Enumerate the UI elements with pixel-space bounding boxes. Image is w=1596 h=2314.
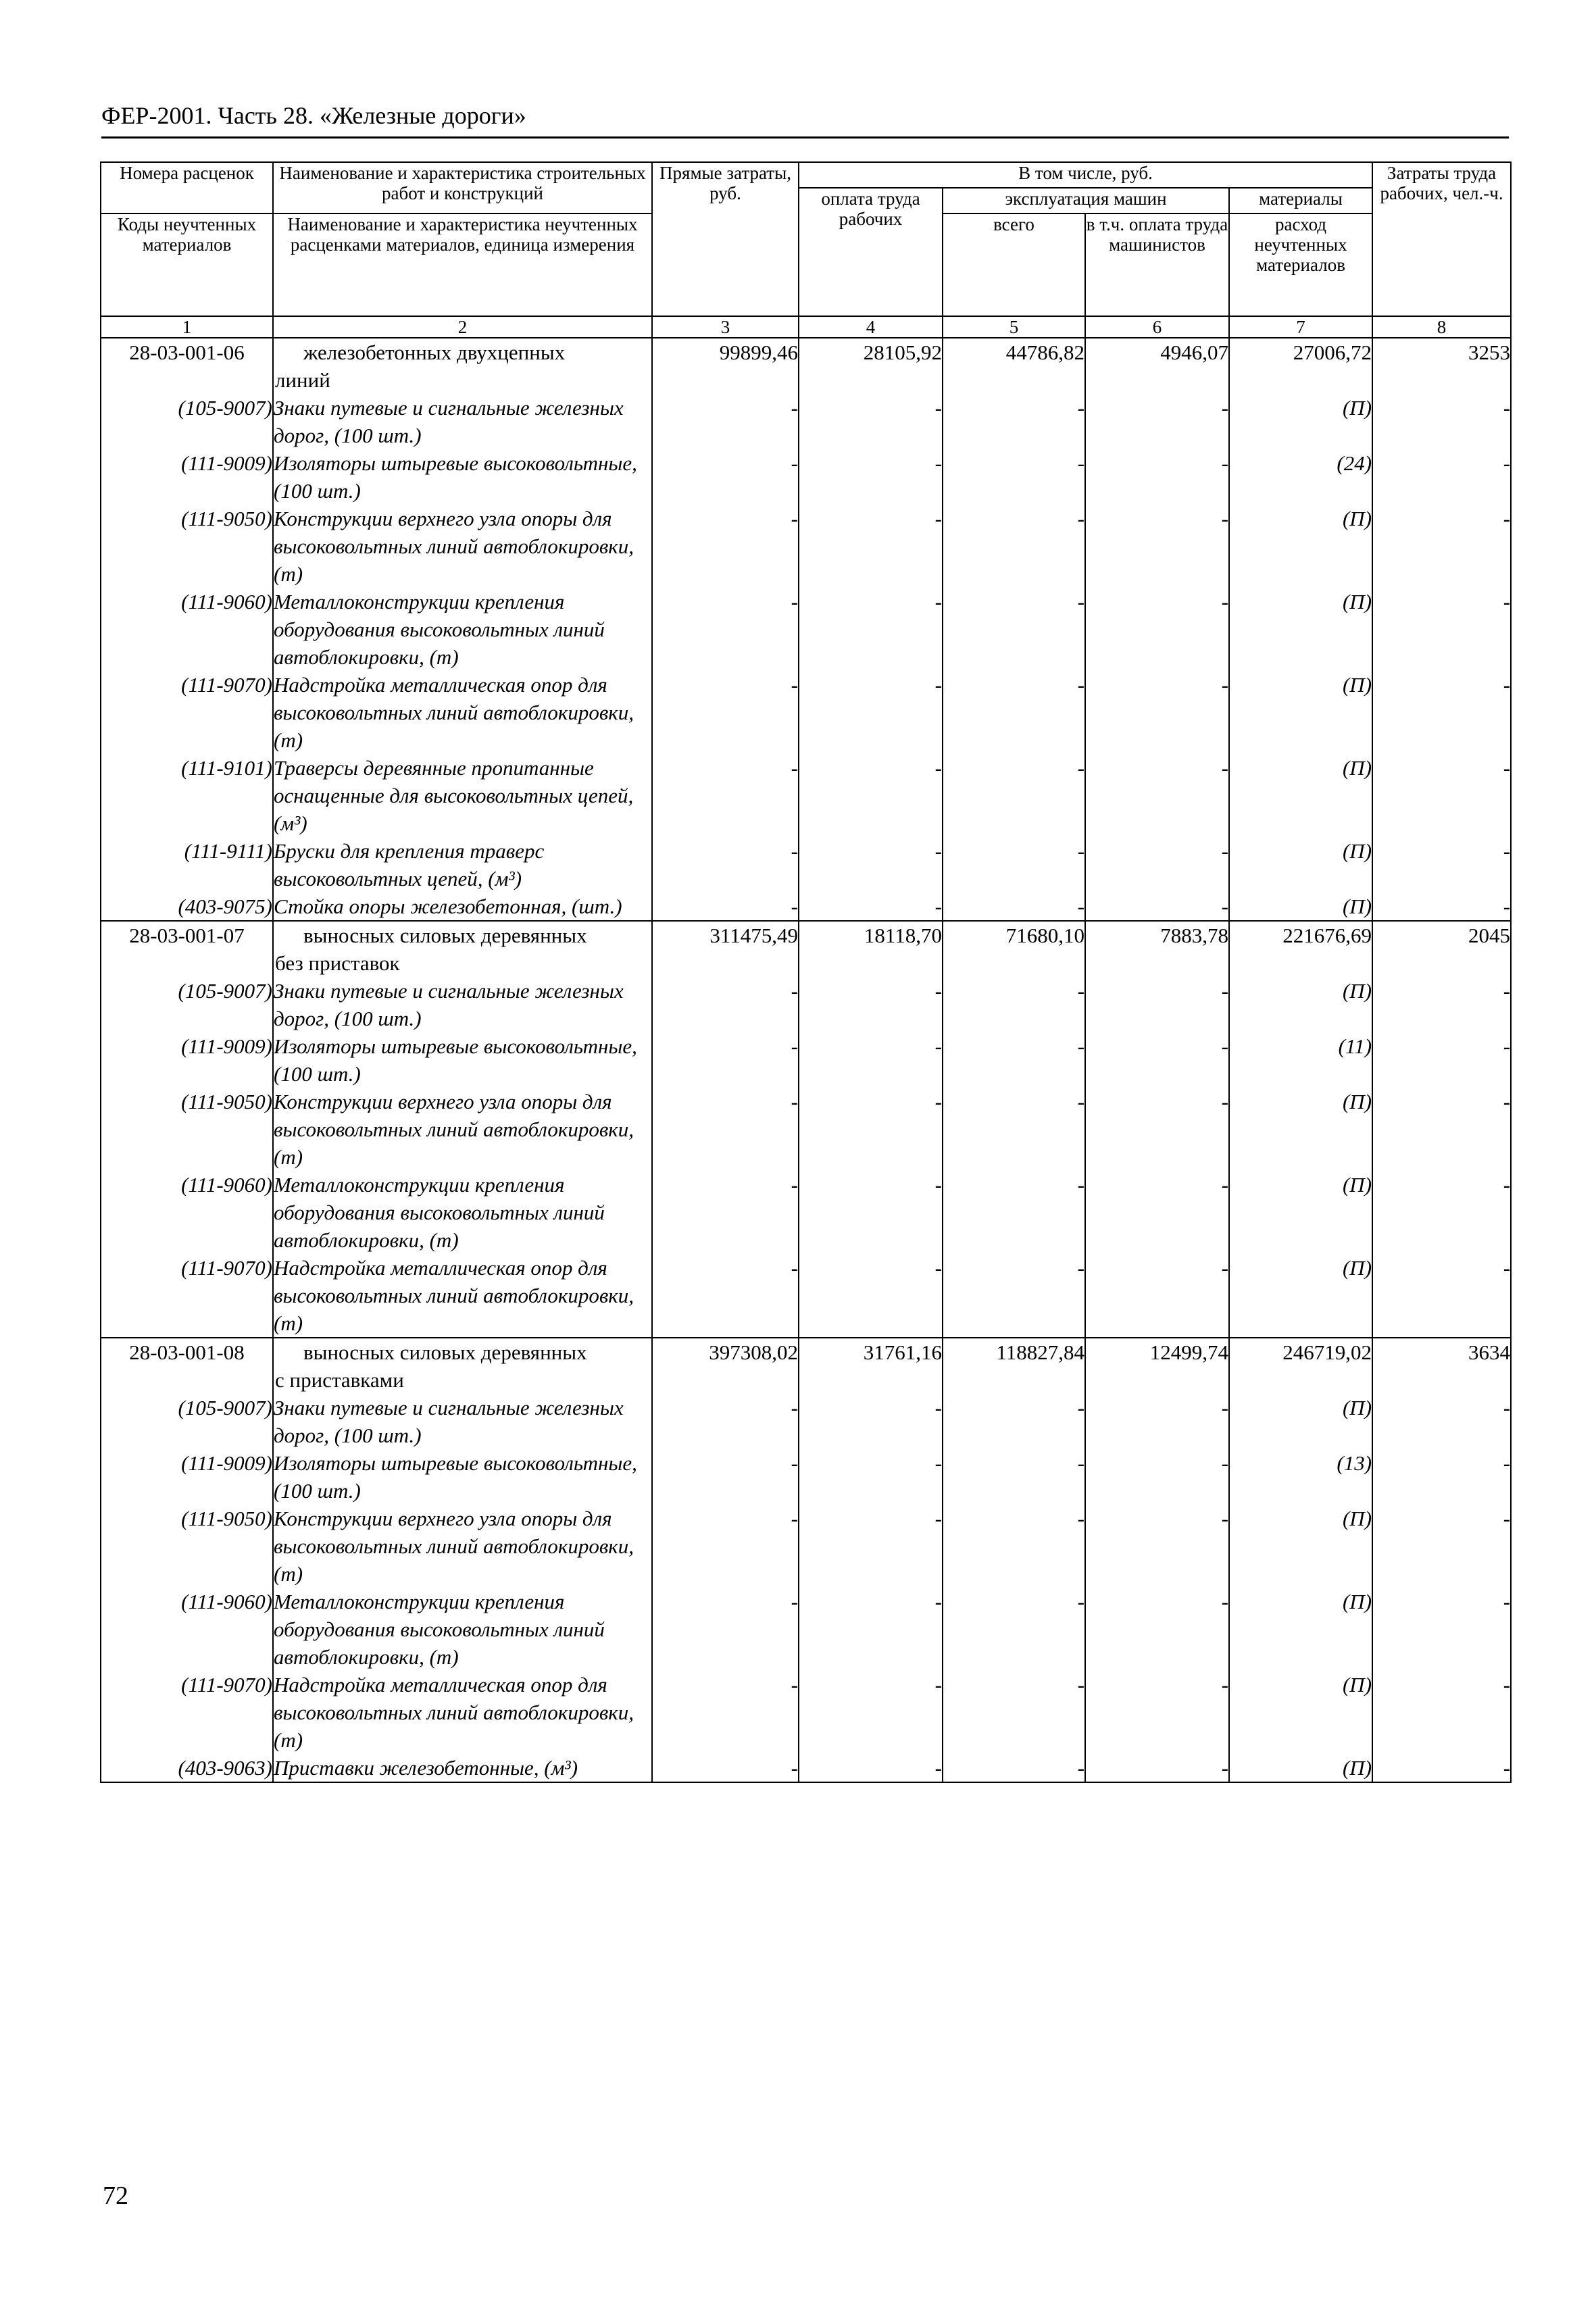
material-value: - <box>943 1588 1085 1671</box>
material-code: (105-9007) <box>101 977 273 1032</box>
material-value: - <box>799 671 943 754</box>
material-value: - <box>799 977 943 1032</box>
material-value: - <box>652 977 799 1032</box>
material-value: (П) <box>1229 1088 1372 1171</box>
material-value: - <box>1372 1394 1511 1449</box>
material-value: - <box>652 892 799 921</box>
rate-row <box>101 338 1511 394</box>
material-code: (111-9060) <box>101 588 273 671</box>
material-value: - <box>943 671 1085 754</box>
material-value: - <box>652 1671 799 1754</box>
material-value: - <box>652 754 799 837</box>
material-value: - <box>943 892 1085 921</box>
rate-value: 221676,69 <box>1229 921 1372 977</box>
material-value: - <box>652 1032 799 1088</box>
material-name: Приставки железобетонные, (м³) <box>273 1754 652 1782</box>
material-value: - <box>1085 1254 1229 1338</box>
material-value: - <box>1085 671 1229 754</box>
material-value: - <box>943 505 1085 588</box>
rate-value: 71680,10 <box>943 921 1085 977</box>
rate-name <box>273 338 652 394</box>
material-value: - <box>652 1254 799 1338</box>
material-row <box>101 892 1511 921</box>
material-value: - <box>799 892 943 921</box>
material-value: - <box>943 977 1085 1032</box>
rate-name <box>273 921 652 977</box>
col-number: 8 <box>1372 316 1511 338</box>
rate-value: 311475,49 <box>652 921 799 977</box>
header-col8: Затраты труда рабочих, чел.-ч. <box>1372 162 1511 316</box>
material-code: (111-9009) <box>101 1032 273 1088</box>
material-value: - <box>799 1254 943 1338</box>
material-value: - <box>799 1171 943 1254</box>
material-value: - <box>1372 1588 1511 1671</box>
material-value: - <box>652 449 799 505</box>
material-value: - <box>799 1394 943 1449</box>
material-name: Металлоконструкции крепления оборудования высоковольтных линий автоблокировки, (т) <box>273 588 652 671</box>
material-value: - <box>1085 1505 1229 1588</box>
material-name: Изоляторы штыревые высоковольтные, (100 шт.) <box>273 449 652 505</box>
material-value: - <box>1085 588 1229 671</box>
page-number: 72 <box>103 2182 128 2210</box>
material-value: - <box>652 1088 799 1171</box>
material-value: - <box>1085 1754 1229 1782</box>
material-code: (111-9009) <box>101 449 273 505</box>
material-value: - <box>943 754 1085 837</box>
material-value: - <box>652 1449 799 1505</box>
material-name: Изоляторы штыревые высоковольтные, (100 шт.) <box>273 1449 652 1505</box>
material-value: - <box>1372 1754 1511 1782</box>
material-value: - <box>799 1505 943 1588</box>
rate-value: 18118,70 <box>799 921 943 977</box>
rate-name-rest: линий <box>275 368 330 392</box>
material-value: (П) <box>1229 1394 1372 1449</box>
col-number: 7 <box>1229 316 1372 338</box>
col-number: 6 <box>1085 316 1229 338</box>
material-value: - <box>1372 977 1511 1032</box>
material-name: Бруски для крепления траверс высоковольтных цепей, (м³) <box>273 837 652 892</box>
material-value: - <box>652 1505 799 1588</box>
material-value: - <box>1372 449 1511 505</box>
rate-value: 118827,84 <box>943 1338 1085 1394</box>
material-value: (П) <box>1229 1671 1372 1754</box>
material-name: Металлоконструкции крепления оборудования высоковольтных линий автоблокировки, (т) <box>273 1171 652 1254</box>
material-value: - <box>1372 892 1511 921</box>
material-row <box>101 1449 1511 1505</box>
material-row <box>101 1032 1511 1088</box>
rate-value: 4946,07 <box>1085 338 1229 394</box>
material-value: - <box>943 837 1085 892</box>
material-value: (П) <box>1229 505 1372 588</box>
material-value: - <box>1372 1032 1511 1088</box>
material-value: - <box>1372 588 1511 671</box>
material-value: (П) <box>1229 1754 1372 1782</box>
rate-name-first: железобетонных двухцепных <box>303 341 566 364</box>
rate-code: 28-03-001-08 <box>101 1338 273 1394</box>
material-value: (11) <box>1229 1032 1372 1088</box>
material-value: - <box>943 1171 1085 1254</box>
material-value: - <box>652 588 799 671</box>
rate-name-first: выносных силовых деревянных <box>303 924 587 947</box>
material-value: - <box>1372 671 1511 754</box>
col-number: 5 <box>943 316 1085 338</box>
rate-value: 28105,92 <box>799 338 943 394</box>
material-name: Знаки путевые и сигнальные железных дорог, (100 шт.) <box>273 394 652 449</box>
material-value: - <box>943 1088 1085 1171</box>
material-value: - <box>1085 892 1229 921</box>
material-value: - <box>799 394 943 449</box>
material-value: - <box>799 1032 943 1088</box>
material-value: - <box>799 449 943 505</box>
header-group: В том числе, руб. <box>799 162 1372 188</box>
material-row <box>101 505 1511 588</box>
material-value: (24) <box>1229 449 1372 505</box>
material-value: - <box>652 837 799 892</box>
material-value: - <box>652 1588 799 1671</box>
material-row <box>101 1088 1511 1171</box>
rate-name-first: выносных силовых деревянных <box>303 1340 587 1364</box>
material-value: - <box>1085 449 1229 505</box>
table-body <box>101 338 1511 1782</box>
material-value: - <box>943 1394 1085 1449</box>
material-value: (П) <box>1229 1171 1372 1254</box>
rate-value: 12499,74 <box>1085 1338 1229 1394</box>
material-value: (П) <box>1229 837 1372 892</box>
material-code: (111-9050) <box>101 505 273 588</box>
rate-row <box>101 1338 1511 1394</box>
material-code: (111-9060) <box>101 1588 273 1671</box>
rate-value: 397308,02 <box>652 1338 799 1394</box>
material-value: (П) <box>1229 1588 1372 1671</box>
material-value: (П) <box>1229 977 1372 1032</box>
material-value: - <box>1085 1171 1229 1254</box>
material-value: (П) <box>1229 1505 1372 1588</box>
rate-value: 3634 <box>1372 1338 1511 1394</box>
rate-value: 7883,78 <box>1085 921 1229 977</box>
material-row <box>101 588 1511 671</box>
material-row <box>101 837 1511 892</box>
material-value: (П) <box>1229 1254 1372 1338</box>
rate-value: 99899,46 <box>652 338 799 394</box>
header-col2-top: Наименование и характеристика строительных работ и конструкций <box>273 162 652 213</box>
material-value: - <box>1372 505 1511 588</box>
material-value: - <box>943 394 1085 449</box>
rate-value: 2045 <box>1372 921 1511 977</box>
material-code: (105-9007) <box>101 1394 273 1449</box>
rate-value: 3253 <box>1372 338 1511 394</box>
header-machines: эксплуатация машин <box>943 188 1229 213</box>
material-value: - <box>1085 394 1229 449</box>
material-name: Надстройка металлическая опор для высоковольтных линий автоблокировки, (т) <box>273 1671 652 1754</box>
material-value: - <box>1372 1671 1511 1754</box>
material-value: - <box>1372 1254 1511 1338</box>
header-col1-top: Номера расценок <box>101 162 273 213</box>
rate-value: 246719,02 <box>1229 1338 1372 1394</box>
material-code: (111-9101) <box>101 754 273 837</box>
material-value: - <box>799 588 943 671</box>
material-value: - <box>943 588 1085 671</box>
material-value: - <box>943 1254 1085 1338</box>
rates-table <box>100 161 1512 1783</box>
material-name: Металлоконструкции крепления оборудования высоковольтных линий автоблокировки, (т) <box>273 1588 652 1671</box>
rate-value: 44786,82 <box>943 338 1085 394</box>
material-value: - <box>1372 1449 1511 1505</box>
material-value: - <box>799 837 943 892</box>
material-value: (П) <box>1229 588 1372 671</box>
material-value: - <box>943 1671 1085 1754</box>
material-row <box>101 1505 1511 1588</box>
material-value: - <box>1372 1088 1511 1171</box>
material-value: - <box>1085 1671 1229 1754</box>
material-code: (111-9050) <box>101 1505 273 1588</box>
material-value: - <box>1085 754 1229 837</box>
material-row <box>101 1754 1511 1782</box>
material-value: - <box>1085 1449 1229 1505</box>
material-row <box>101 1588 1511 1671</box>
material-value: - <box>799 505 943 588</box>
material-value: (П) <box>1229 754 1372 837</box>
material-value: (П) <box>1229 671 1372 754</box>
header-col1-bottom: Коды неучтенных материалов <box>101 213 273 316</box>
material-row <box>101 449 1511 505</box>
material-code: (111-9070) <box>101 671 273 754</box>
material-name: Знаки путевые и сигнальные железных дорог, (100 шт.) <box>273 1394 652 1449</box>
col-number: 2 <box>273 316 652 338</box>
material-value: - <box>799 1588 943 1671</box>
material-value: - <box>1372 837 1511 892</box>
material-value: - <box>943 1032 1085 1088</box>
material-value: - <box>652 1171 799 1254</box>
header-col5: всего <box>943 213 1085 316</box>
material-code: (111-9009) <box>101 1449 273 1505</box>
material-value: - <box>1085 1588 1229 1671</box>
material-row <box>101 754 1511 837</box>
rate-code: 28-03-001-06 <box>101 338 273 394</box>
material-row <box>101 1171 1511 1254</box>
material-value: - <box>799 1754 943 1782</box>
rate-code: 28-03-001-07 <box>101 921 273 977</box>
header-materials: материалы <box>1229 188 1372 213</box>
material-value: - <box>1085 1394 1229 1449</box>
material-code: (111-9070) <box>101 1254 273 1338</box>
material-value: - <box>1085 1032 1229 1088</box>
material-name: Конструкции верхнего узла опоры для высоковольтных линий автоблокировки, (т) <box>273 505 652 588</box>
rate-name <box>273 1338 652 1394</box>
material-code: (105-9007) <box>101 394 273 449</box>
material-value: - <box>652 1754 799 1782</box>
material-row <box>101 1254 1511 1338</box>
material-row <box>101 394 1511 449</box>
material-value: - <box>943 449 1085 505</box>
rate-value: 31761,16 <box>799 1338 943 1394</box>
col-number: 3 <box>652 316 799 338</box>
material-value: - <box>943 1754 1085 1782</box>
material-row <box>101 671 1511 754</box>
header-col7: расход неучтенных материалов <box>1229 213 1372 316</box>
material-name: Знаки путевые и сигнальные железных дорог, (100 шт.) <box>273 977 652 1032</box>
rate-name-rest: с приставками <box>275 1368 404 1392</box>
material-value: - <box>1372 754 1511 837</box>
material-value: - <box>1372 1505 1511 1588</box>
material-value: - <box>1372 394 1511 449</box>
material-value: - <box>1372 1171 1511 1254</box>
page-header-title: ФЕР-2001. Часть 28. «Железные дороги» <box>101 102 526 129</box>
material-value: - <box>1085 505 1229 588</box>
material-code: (111-9050) <box>101 1088 273 1171</box>
material-value: (13) <box>1229 1449 1372 1505</box>
material-code: (403-9075) <box>101 892 273 921</box>
material-value: - <box>1085 837 1229 892</box>
material-value: - <box>1085 977 1229 1032</box>
material-value: (П) <box>1229 394 1372 449</box>
material-name: Траверсы деревянные пропитанные оснащенные для высоковольтных цепей, (м³) <box>273 754 652 837</box>
material-value: - <box>943 1449 1085 1505</box>
material-name: Надстройка металлическая опор для высоковольтных линий автоблокировки, (т) <box>273 671 652 754</box>
material-code: (111-9060) <box>101 1171 273 1254</box>
col-number: 4 <box>799 316 943 338</box>
material-value: - <box>799 1449 943 1505</box>
material-value: - <box>652 671 799 754</box>
material-value: - <box>943 1505 1085 1588</box>
header-col2-bottom: Наименование и характеристика неучтенных расценками материалов, единица измерения <box>273 213 652 316</box>
material-code: (111-9070) <box>101 1671 273 1754</box>
header-col3: Прямые затраты, руб. <box>652 162 799 316</box>
header-col6: в т.ч. оплата труда машинистов <box>1085 213 1229 316</box>
material-value: - <box>799 1671 943 1754</box>
rate-name-rest: без приставок <box>275 951 400 975</box>
material-value: - <box>652 394 799 449</box>
material-name: Конструкции верхнего узла опоры для высоковольтных линий автоблокировки, (т) <box>273 1088 652 1171</box>
col-number: 1 <box>101 316 273 338</box>
material-value: - <box>652 1394 799 1449</box>
material-code: (403-9063) <box>101 1754 273 1782</box>
material-value: - <box>799 1088 943 1171</box>
header-col4: оплата труда рабочих <box>799 188 943 316</box>
material-name: Изоляторы штыревые высоковольтные, (100 шт.) <box>273 1032 652 1088</box>
material-value: - <box>1085 1088 1229 1171</box>
material-row <box>101 1671 1511 1754</box>
rate-value: 27006,72 <box>1229 338 1372 394</box>
material-name: Конструкции верхнего узла опоры для высоковольтных линий автоблокировки, (т) <box>273 1505 652 1588</box>
rate-row <box>101 921 1511 977</box>
material-row <box>101 1394 1511 1449</box>
material-value: - <box>799 754 943 837</box>
material-value: (П) <box>1229 892 1372 921</box>
material-code: (111-9111) <box>101 837 273 892</box>
material-value: - <box>652 505 799 588</box>
material-name: Надстройка металлическая опор для высоковольтных линий автоблокировки, (т) <box>273 1254 652 1338</box>
material-row <box>101 977 1511 1032</box>
header-rule <box>101 136 1509 139</box>
material-name: Стойка опоры железобетонная, (шт.) <box>273 892 652 921</box>
